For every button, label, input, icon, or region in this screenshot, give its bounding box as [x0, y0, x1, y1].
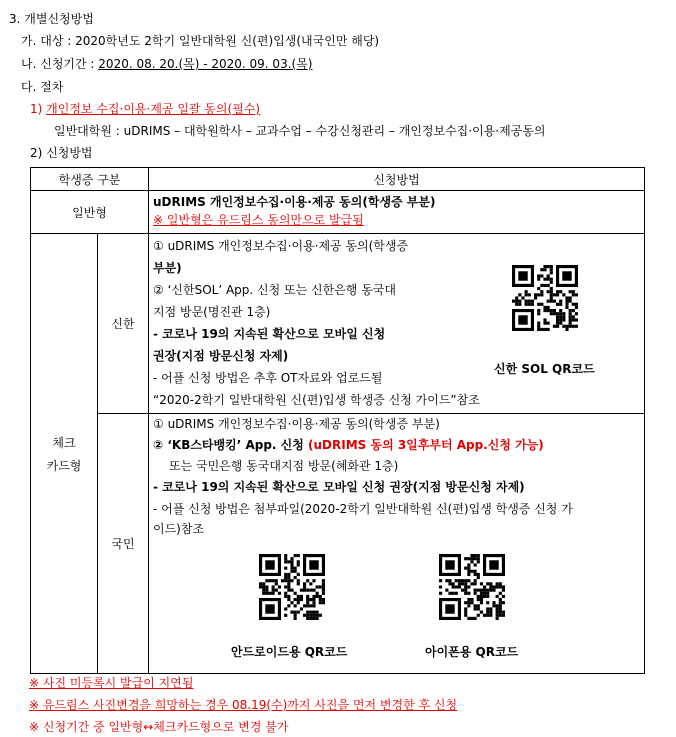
item-na: 나. 신청기간 : 2020. 08. 20.(목) - 2020. 09. 03.(목) [21, 57, 313, 71]
android-qr-code [259, 554, 325, 620]
kookmin-method: ① uDRIMS 개인정보수집·이용·제공 동의(학생증 부분) ② ‘KB스타뱅킹’ App. 신청 (uDRIMS 동의 3일후부터 App.신청 가능) 또는 국민은행 동국대지점 방문(혜화관 1층) - 코로나 19의 지속된 확산으로 모바일 신청 권장(지점 방문신청 자제) - 어플 신청 방법은 첨부파일(2020-2학기 일반대학원 신(편)입생 학생증 신청 가 이드)참조 안드로이드용 QR코드 아이폰용 QR코드 [149, 414, 645, 674]
kookmin-label: 국민 [98, 414, 149, 674]
note-2: ※ 유드림스 사진변경을 희망하는 경우 08.19(수)까지 사진을 먼저 변경한 후 신청 [29, 698, 458, 712]
iphone-qr-code [439, 554, 505, 620]
check-card-type-label: 체크 카드형 [31, 234, 98, 674]
item-ga: 가. 대상 : 2020학년도 2학기 일반대학원 신(편)입생(내국인만 해당) [21, 34, 380, 48]
general-type-label: 일반형 [31, 191, 149, 234]
note-1: ※ 사진 미등록시 발급이 지연됨 [29, 676, 194, 690]
shinhan-qr-label: 신한 SOL QR코드 [494, 362, 595, 376]
step-2-title: 2) 신청방법 [30, 146, 93, 160]
item-da: 다. 절차 [21, 80, 64, 94]
shinhan-sol-qr-code [512, 265, 578, 331]
shinhan-label: 신한 [98, 234, 149, 414]
iphone-qr-label: 아이폰용 QR코드 [425, 645, 519, 659]
general-type-method [149, 191, 645, 234]
application-table [30, 167, 645, 674]
section-heading: 3. 개별신청방법 [9, 12, 94, 26]
header-card-type: 학생증 구분 [31, 168, 149, 191]
android-qr-label: 안드로이드용 QR코드 [231, 645, 348, 659]
note-3: ※ 신청기간 중 일반형↔체크카드형으로 변경 불가 [29, 720, 289, 734]
shinhan-method: ① uDRIMS 개인정보수집·이용·제공 동의(학생증 부분) ② ‘신한SOL’ App. 신청 또는 신한은행 동국대 지점 방문(명진관 1층) - 코로나 19의 지속된 확산으로 모바일 신청 권장(지점 방문신청 자제) - 어플 신청 방법은 추후 OT자료와 업로드될 “2020-2학기 일반대학원 신(편)입생 학생증 신청 가이드”참조 신한 SOL QR코드 [149, 234, 645, 414]
general-line-2: ※ 일반형은 유드림스 동의만으로 발급됨 [153, 213, 364, 227]
step-1-title: 1) 개인정보 수집·이용·제공 일괄 동의(필수) [30, 102, 261, 116]
step-1-path: 일반대학원 : uDRIMS – 대학원학사 – 교과수업 – 수강신청관리 – 개인정보수집·이용·제공동의 [54, 124, 546, 138]
header-method: 신청방법 [149, 168, 645, 191]
general-line-1: uDRIMS 개인정보수집·이용·제공 동의(학생증 부분) [153, 195, 436, 209]
application-period: 2020. 08. 20.(목) - 2020. 09. 03.(목) [98, 57, 313, 71]
